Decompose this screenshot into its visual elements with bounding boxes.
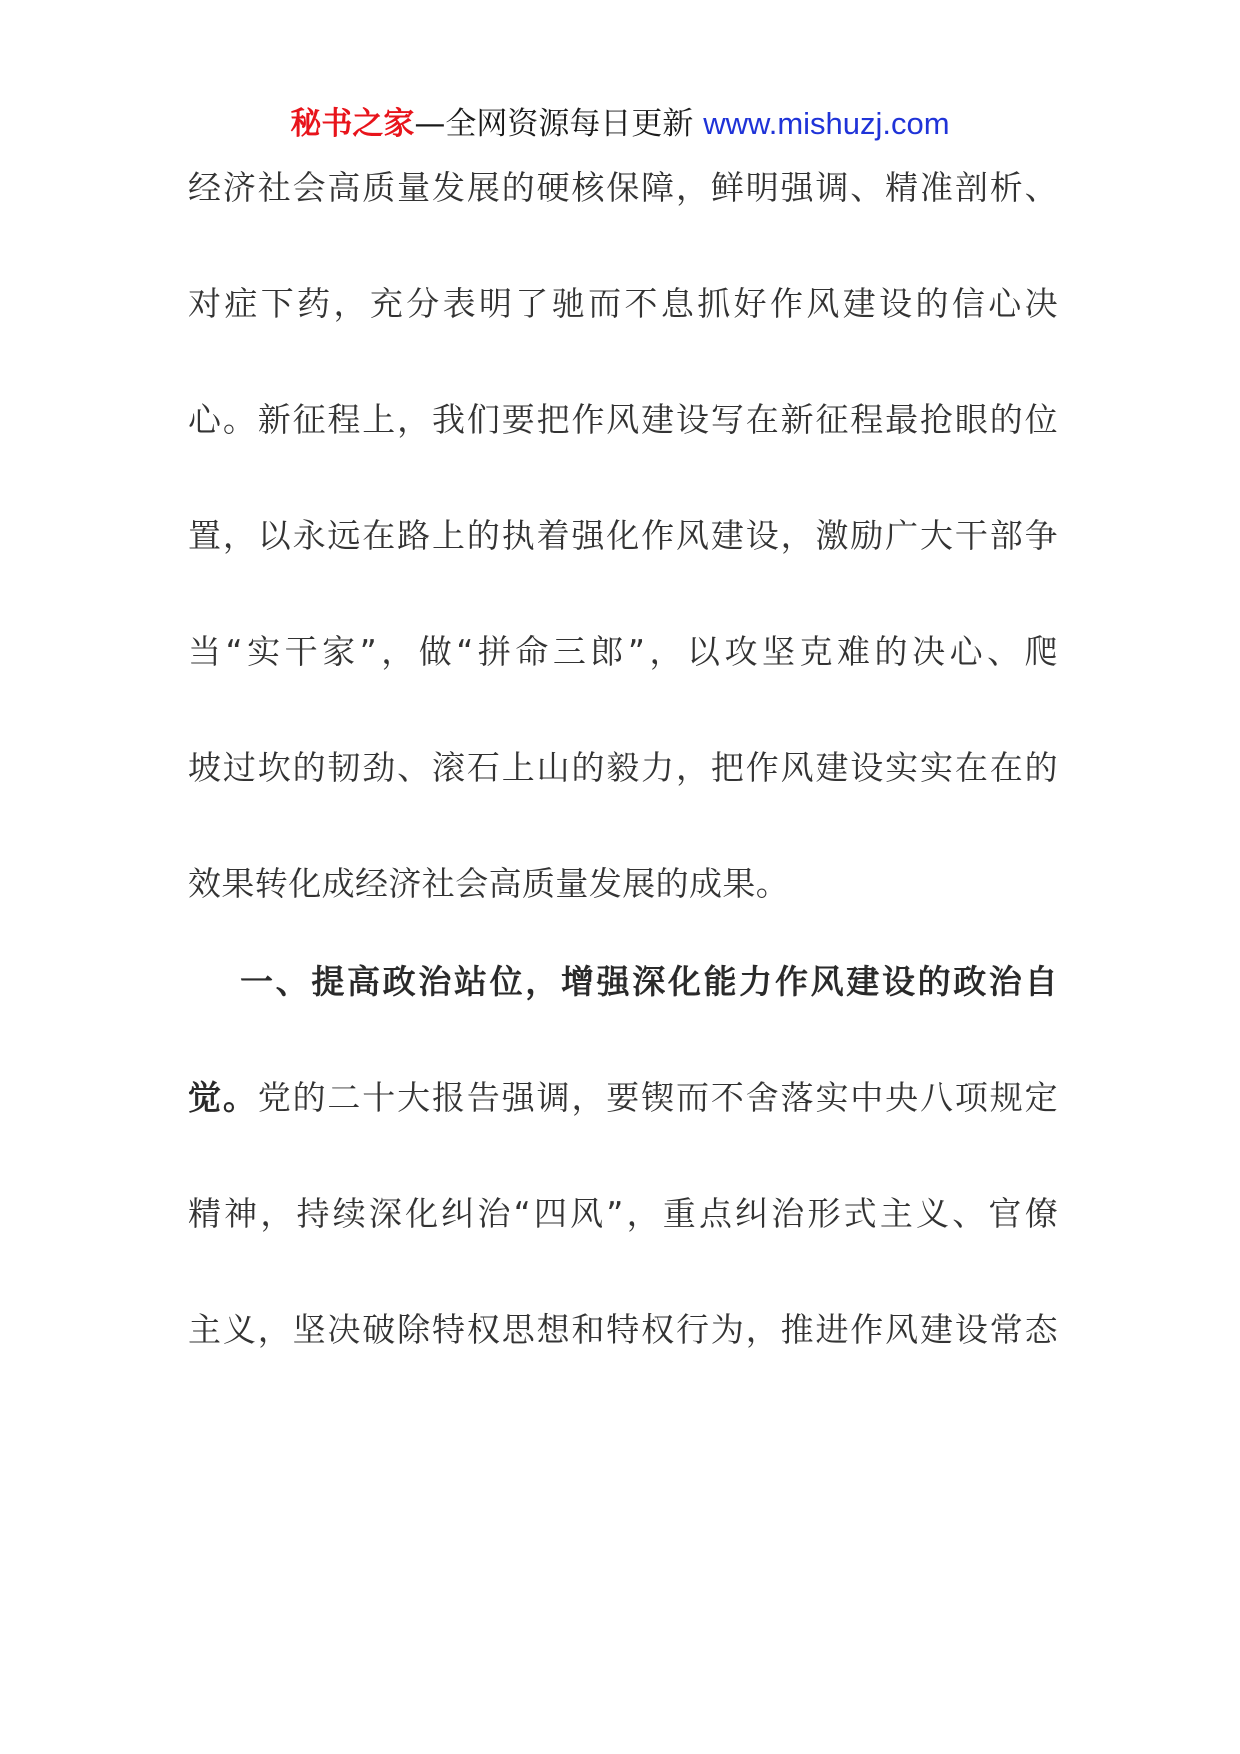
text-line: 心。新征程上，我们要把作风建设写在新征程最抢眼的位: [188, 400, 1058, 439]
section-heading: 一、提高政治站位，增强深化能力作风建设的政治自: [240, 962, 1058, 1001]
site-url-link[interactable]: www.mishuzj.com: [703, 106, 950, 141]
text-line: 对症下药，充分表明了驰而不息抓好作风建设的信心决: [188, 284, 1058, 323]
text-line: 经济社会高质量发展的硬核保障，鲜明强调、精准剖析、: [188, 168, 1058, 207]
text-line: 坡过坎的韧劲、滚石上山的毅力，把作风建设实实在在的: [188, 748, 1058, 787]
text-line: 当“实干家”，做“拼命三郎”，以攻坚克难的决心、爬: [188, 632, 1058, 671]
section-heading-tail: 觉。: [188, 1078, 258, 1117]
site-header: [0, 102, 1240, 146]
paragraph-start: 党的二十大报告强调，要锲而不舍落实中央八项规定: [257, 1078, 1058, 1117]
text-line: 主义，坚决破除特权思想和特权行为，推进作风建设常态: [188, 1310, 1058, 1349]
text-line-mixed: [188, 1068, 1058, 1128]
text-line: 精神，持续深化纠治“四风”，重点纠治形式主义、官僚: [188, 1194, 1058, 1233]
text-line: 效果转化成经济社会高质量发展的成果。: [188, 864, 790, 903]
text-line: 置，以永远在路上的执着强化作风建设，激励广大干部争: [188, 516, 1058, 555]
brand-name: 秘书之家: [290, 106, 415, 142]
header-slogan: —全网资源每日更新: [414, 106, 694, 142]
